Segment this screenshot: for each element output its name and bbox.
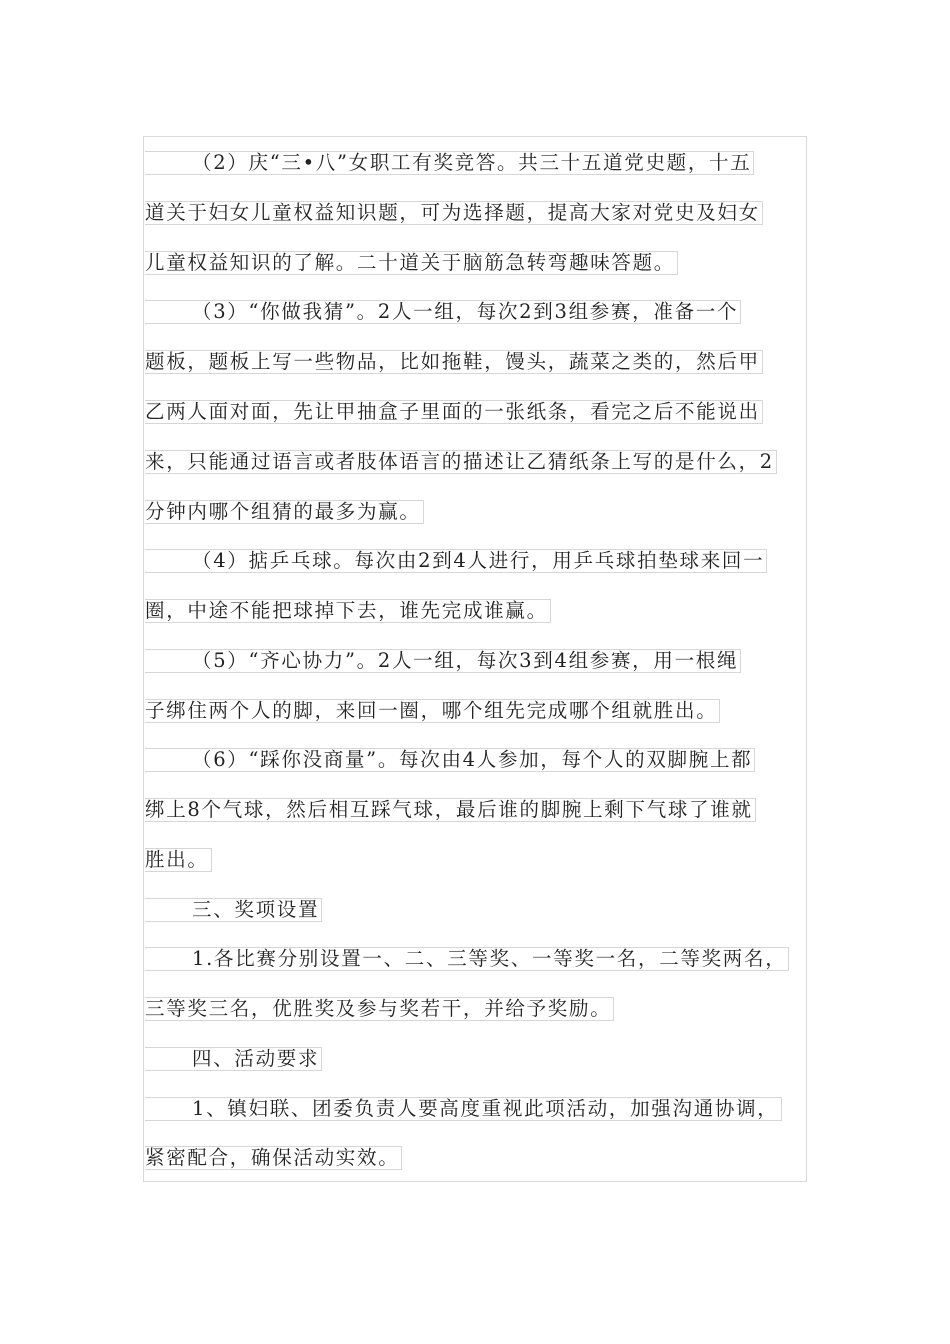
text-line: 胜出。 [145, 848, 212, 872]
text-line: 绑上8个气球，然后相互踩气球，最后谁的脚腕上剩下气球了谁就 [145, 798, 756, 822]
text-line: 来，只能通过语言或者肢体语言的描述让乙猜纸条上写的是什么，2 [145, 450, 777, 474]
text-line: 儿童权益知识的了解。二十道关于脑筋急转弯趣味答题。 [145, 251, 678, 275]
text-line: 紧密配合，确保活动实效。 [145, 1146, 402, 1170]
text-line: （3）“你做我猜”。2人一组，每次2到3组参赛，准备一个 [145, 300, 741, 324]
text-line: 分钟内哪个组猜的最多为赢。 [145, 500, 424, 524]
text-line: 1.各比赛分别设置一、二、三等奖、一等奖一名，二等奖两名， [145, 947, 789, 971]
text-line: 圈，中途不能把球掉下去，谁先完成谁赢。 [145, 599, 551, 623]
text-line: （6）“踩你没商量”。每次由4人参加，每个人的双脚腕上都 [145, 748, 755, 772]
text-line: 乙两人面对面，先让甲抽盒子里面的一张纸条，看完之后不能说出 [145, 400, 763, 424]
text-line: 题板，题板上写一些物品，比如拖鞋，馒头，蔬菜之类的，然后甲 [145, 350, 763, 374]
text-line: （2）庆“三•八”女职工有奖竞答。共三十五道党史题，十五 [145, 151, 754, 175]
text-line: （5）“齐心协力”。2人一组，每次3到4组参赛，用一根绳 [145, 649, 741, 673]
text-line: 子绑住两个人的脚，来回一圈，哪个组先完成哪个组就胜出。 [145, 699, 720, 723]
text-line: 1、镇妇联、团委负责人要高度重视此项活动，加强沟通协调， [145, 1097, 782, 1121]
text-line: 道关于妇女儿童权益知识题，可为选择题，提高大家对党史及妇女 [145, 201, 763, 225]
text-line: （4）掂乒乓球。每次由2到4人进行，用乒乓球拍垫球来回一 [145, 549, 767, 573]
section-heading: 四、活动要求 [145, 1047, 322, 1071]
section-heading: 三、奖项设置 [145, 898, 322, 922]
text-line: 三等奖三名，优胜奖及参与奖若干，并给予奖励。 [145, 997, 614, 1021]
